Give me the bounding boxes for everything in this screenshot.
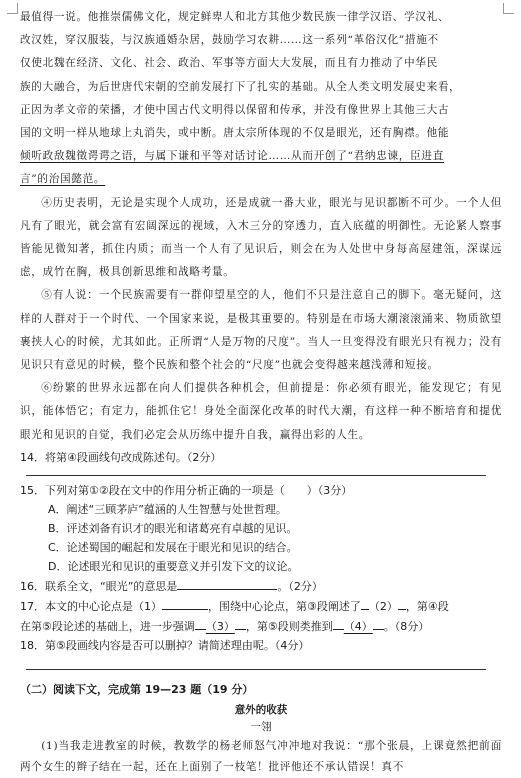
paragraph-4: ④历史表明，无论是实现个人成功，还是成就一番大业，眼光与见识都断不可少。一个人但凡有了眼光，就会富有宏阔深远的视域，入木三分的穿透力，直入底蕴的明御性。无论紧人察事皆能见微知著，抓住内质；而当一个人有了见识后，则会在为人处世中身每高屋建瓴，深谋远虑，成竹在胸，极具创新思维和战略考量。 [20, 196, 502, 279]
question-17-text: ，第④段 [405, 599, 449, 613]
corner-mark-top-right [503, 3, 514, 14]
answer-line-18 [26, 669, 486, 670]
section-2-heading: （二）阅读下文，完成第 19—23 题（19 分） [20, 682, 254, 696]
question-17-cont [20, 616, 502, 636]
paragraph-5: ⑤有人说：一个民族需要有一群仰望星空的人，他们不只是注意自己的脚下。毫无疑问，这样的人群对于一个时代、一个国家来说，是极其重要的。特别是在市场大潮滚滚涌来、物质欲望裹挟人心的时候，尤其如此。正所谓“人是万物的尺度”。当人一旦变得没有眼光只有视力；没有见识只有意见的时候，整个民族和整个社会的“尺度”也就会变得越来越浅薄和短接。 [20, 289, 502, 372]
text-line: 改汉姓，穿汉服装，与汉族通婚杂居，鼓励学习农耕……这一系列“革俗汉化”措施不 [20, 34, 439, 47]
question-17 [20, 596, 502, 616]
question-16-points: 。（2分） [277, 579, 323, 593]
option-d: D．论述眼光和见识的重要意义并引发下文的议论。 [48, 559, 299, 573]
answer-blank-17-2a[interactable] [361, 596, 369, 610]
question-16-text: 16．联系全文，“眼光”的意思是 [20, 579, 178, 593]
paragraph-3-continued [20, 6, 502, 192]
question-17-marker: （4） [343, 619, 373, 633]
answer-blank-16[interactable] [177, 576, 277, 590]
option-c: C．论述蜀国的崛起和发展在于眼光和见识的结合。 [48, 540, 298, 554]
answer-blank-17-4b[interactable] [373, 616, 384, 630]
underlined-text: 言”的治国懿范。 [20, 173, 106, 186]
text-line: 仅使北魏在经济、文化、社会、政治、军事等方面大大发展，而且有力推动了中华民 [20, 57, 438, 70]
question-16 [20, 576, 502, 596]
option-a: A．阐述“三顾茅庐”蕴涵的人生智慧与处世哲理。 [48, 502, 287, 516]
corner-mark-top-left [7, 3, 18, 14]
question-17-text: ，围绕中心论点，第③段阐述了 [208, 599, 361, 613]
document-page [20, 6, 502, 778]
text-line: 最值得一说。他推崇儒佛文化，规定鲜卑人和北方其他少数民族一律学汉语、学汉礼、 [20, 11, 450, 23]
underlined-line: 倾听政敌魏徵谔谔之语，与属下谦和平等对话讨论……从而开创了“君纳忠谏，臣进直 [20, 150, 444, 163]
question-17-marker: （2） [368, 599, 398, 613]
question-17-text: 17．本文的中心论点是（1） [20, 599, 162, 613]
answer-blank-17-1[interactable] [162, 596, 208, 610]
question-18: 18．第⑤段画线内容是否可以删掉？请简述理由呢。（4分） [20, 638, 310, 652]
text-line: 国的文明一样从地球上丸消失，或中断。唐太宗所体现的不仅是眼光，还有胸襟。他能 [20, 127, 450, 140]
text-line: 族的大融合，为后世唐代宋朝的空前发展打下了扎实的基础。从全人类文明发展史来看， [20, 80, 461, 93]
answer-blank-17-4a[interactable] [333, 616, 344, 630]
text-line: 正因为孝文帝的荣播，才使中国古代文明得以保留和传承，并没有像世界上其他三大古 [20, 103, 450, 116]
paragraph-6: ⑥纷繁的世界永远都在向人们提供各种机会，但前提是：你必须有眼光，能发现它；有见识，能体悟它；有定力，能抓住它！身处全面深化改革的时代大潮，有这样一种不断培育和提优眼光和见识的自觉，我们必定会从历练中提升自我，赢得出彩的人生。 [20, 382, 502, 441]
question-17-marker: （3） [205, 619, 235, 633]
question-14: 14．将第④段画线句改成陈述句。（2分） [20, 450, 222, 464]
question-15: 15．下列对第①②段在文中的作用分析正确的一项是（ ）（3分） [20, 483, 353, 497]
article-paragraph-1: (1)当我走进教室的时候，教数学的杨老师怒气冲冲地对我说：“那个张晨，上课竟然把前面两个女生的辫子结在一起，还在上面别了一枝笔！批评他还不承认错误！真不 [20, 739, 502, 773]
question-17-text: 在第⑤段论述的基础上，进一步强调 [20, 619, 195, 633]
article-author: 一翎 [250, 720, 272, 733]
answer-blank-17-2b[interactable] [398, 596, 406, 610]
text-line [20, 168, 502, 191]
question-17-points: 。（8分） [383, 619, 430, 633]
article-title: 意外的收获 [234, 703, 288, 716]
answer-line-14 [26, 475, 486, 476]
option-b: B．评述刘备有识才的眼光和诸葛亮有卓越的见识。 [48, 521, 298, 535]
answer-blank-17-3a[interactable] [195, 616, 206, 630]
question-17-text: ，第⑤段则类推到 [245, 619, 333, 633]
answer-blank-17-3b[interactable] [235, 616, 246, 630]
